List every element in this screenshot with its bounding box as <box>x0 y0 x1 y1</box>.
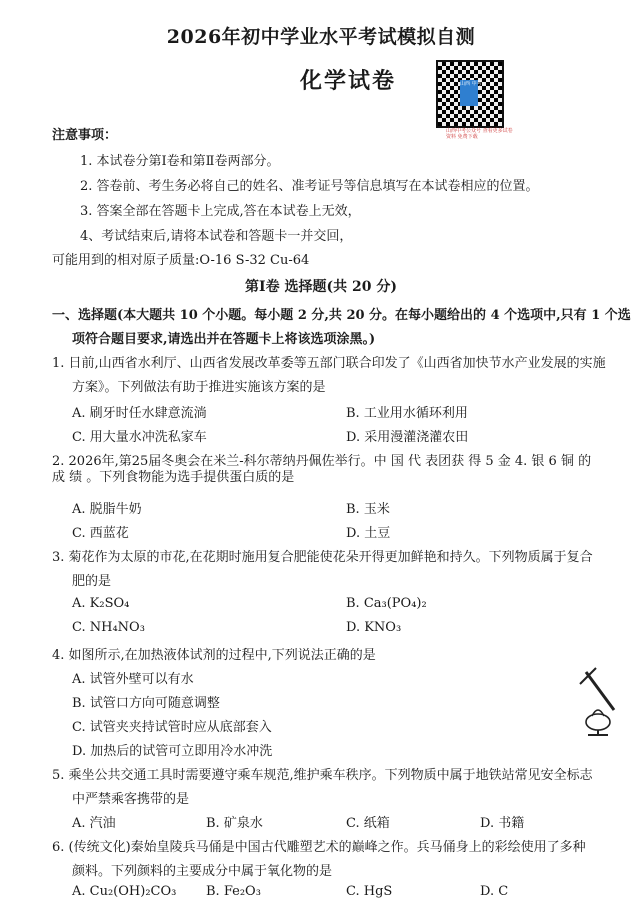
notice-heading: 注意事项： <box>52 128 118 143</box>
question-3-stem: 3. 菊花作为太原的市花,在花期时施用复合肥能使花朵开得更加鲜艳和持久。下列物质属于复合 <box>52 550 593 565</box>
q3-option-d: D. KNO₃ <box>346 620 402 635</box>
question-4-stem: 4. 如图所示,在加热液体试剂的过程中,下列说法正确的是 <box>52 648 376 663</box>
question-6-stem-cont: 颜料。下列颜料的主要成分中属于氧化物的是 <box>72 864 333 879</box>
q1-option-a: A. 刷牙时任水肆意流淌 <box>72 406 207 421</box>
q4-option-b: B. 试管口方向可随意调整 <box>72 696 220 711</box>
q3-option-c: C. NH₄NO₃ <box>72 620 145 635</box>
question-1-stem: 1. 日前,山西省水利厅、山西省发展改革委等五部门联合印发了《山西省加快节水产业发展的实施 <box>52 356 606 371</box>
question-1-stem-cont: 方案》。下列做法有助于推进实施该方案的是 <box>72 380 326 395</box>
test-tube-heating-diagram <box>574 664 624 736</box>
q3-option-b: B. Ca₃(PO₄)₂ <box>346 596 427 611</box>
q4-option-c: C. 试管夹夹持试管时应从底部套入 <box>72 720 272 735</box>
qr-caption: 山西中考公众号 查看更多试卷资料 免费下载 <box>446 128 513 140</box>
qr-code <box>436 60 504 128</box>
question-6-stem: 6. (传统文化)秦始皇陵兵马俑是中国古代雕塑艺术的巅峰之作。兵马俑身上的彩绘使用了多种 <box>52 840 586 855</box>
q5-option-a: A. 汽油 <box>72 816 116 831</box>
q2-option-c: C. 西蓝花 <box>72 526 129 541</box>
question-5-stem: 5. 乘坐公共交通工具时需要遵守乘车规范,维护乘车秩序。下列物质中属于地铁站常见安全标志 <box>52 768 593 783</box>
q5-option-c: C. 纸箱 <box>346 816 390 831</box>
question-3-stem-cont: 肥的是 <box>72 574 112 589</box>
question-2-stem-cont: 成 绩 。下列食物能为选手提供蛋白质的是 <box>52 470 295 485</box>
q6-option-d: D. C <box>480 884 509 899</box>
exam-title: 2026年初中学业水平考试模拟自测 <box>166 26 476 48</box>
section-heading: 第Ⅰ卷 选择题(共 20 分) <box>245 279 397 295</box>
notice-item: 2. 答卷前、考生务必将自己的姓名、准考证号等信息填写在本试卷相应的位置。 <box>80 179 539 194</box>
q3-option-a: A. K₂SO₄ <box>72 596 130 611</box>
q2-option-a: A. 脱脂牛奶 <box>72 502 142 517</box>
atomic-masses: 可能用到的相对原子质量:O-16 S-32 Cu-64 <box>52 253 310 268</box>
q5-option-b: B. 矿泉水 <box>206 816 263 831</box>
section-instruction: 一、选择题(本大题共 10 个小题。每小题 2 分,共 20 分。在每小题给出的 4 个选项中,只有 1 个选 <box>52 308 631 323</box>
q1-option-b: B. 工业用水循环利用 <box>346 406 468 421</box>
q1-option-d: D. 采用漫灌浇灌农田 <box>346 430 469 445</box>
q5-option-d: D. 书籍 <box>480 816 525 831</box>
q2-option-d: D. 土豆 <box>346 526 391 541</box>
q4-option-d: D. 加热后的试管可立即用冷水冲洗 <box>72 744 273 759</box>
q6-option-c: C. HgS <box>346 884 393 899</box>
q6-option-a: A. Cu₂(OH)₂CO₃ <box>72 884 177 899</box>
question-5-stem-cont: 中严禁乘客携带的是 <box>72 792 190 807</box>
exam-subtitle: 化学试卷 <box>300 68 397 94</box>
notice-item: 1. 本试卷分第Ⅰ卷和第Ⅱ卷两部分。 <box>80 154 280 169</box>
notice-item: 3. 答案全部在答题卡上完成,答在本试卷上无效， <box>80 204 361 219</box>
q6-option-b: B. Fe₂O₃ <box>206 884 261 899</box>
notice-item: 4、考试结束后,请将本试卷和答题卡一并交回， <box>80 229 353 244</box>
question-2-stem: 2. 2026年,第25届冬奥会在米兰-科尔蒂纳丹佩佐举行。中 国 代 表团获 得 5 金 4. 银 6 铜 的 <box>52 454 592 469</box>
qr-logo: 山西 中考 <box>460 80 478 106</box>
q2-option-b: B. 玉米 <box>346 502 390 517</box>
q4-option-a: A. 试管外壁可以有水 <box>72 672 194 687</box>
q1-option-c: C. 用大量水冲洗私家车 <box>72 430 207 445</box>
section-instruction: 项符合题目要求,请选出并在答题卡上将该选项涂黑。) <box>72 332 376 347</box>
